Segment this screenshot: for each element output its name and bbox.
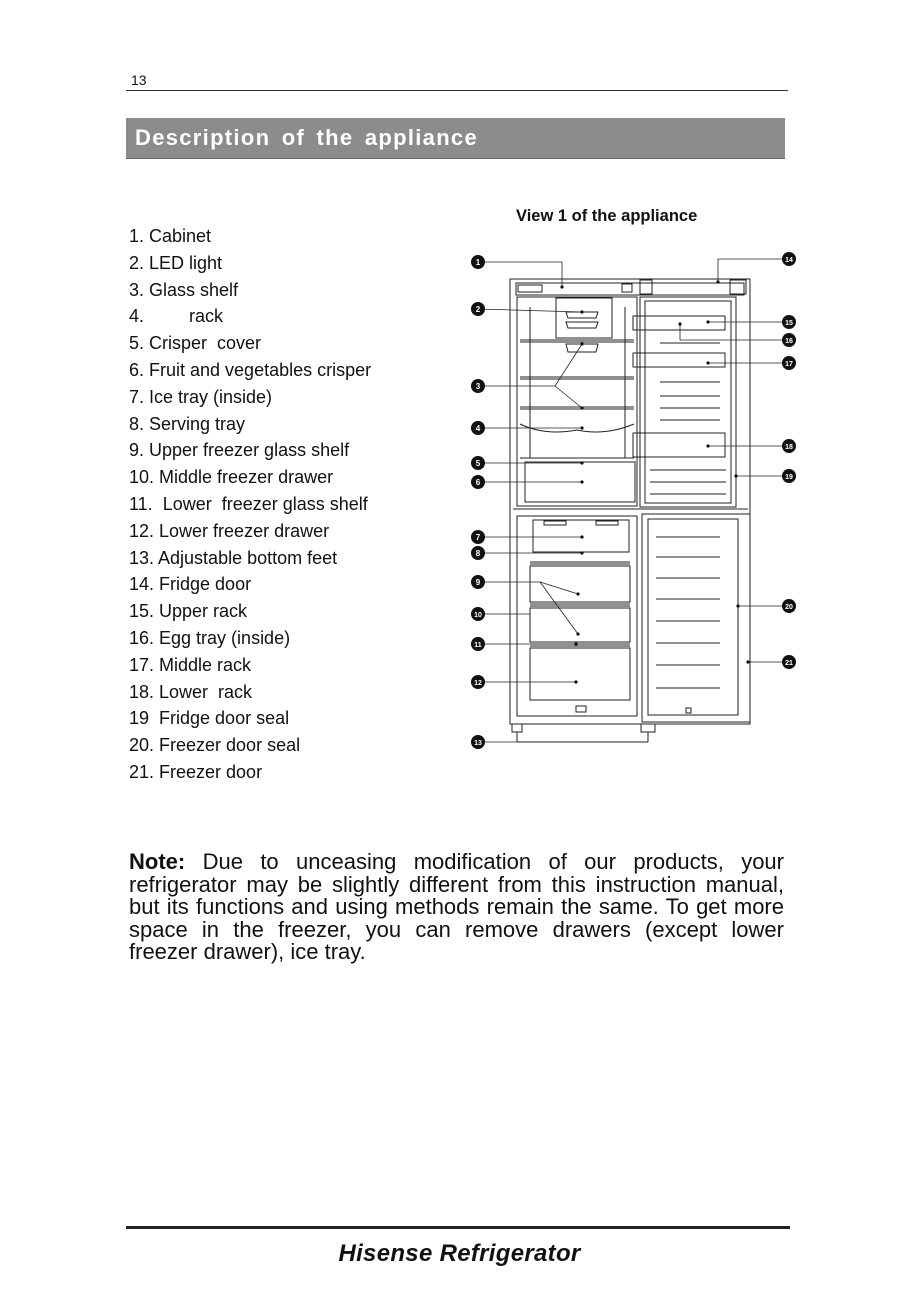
part-item: 5. Crisper cover [129,333,262,354]
callout-18 [782,439,796,453]
callout-11 [471,637,485,651]
foot-left [512,724,522,732]
svg-text:6: 6 [475,478,481,487]
hinge-top-2 [640,280,652,294]
part-item: 7. Ice tray (inside) [129,386,273,407]
part-item: 10. Middle freezer drawer [129,467,334,488]
svg-text:21: 21 [785,660,793,667]
lower-freezer-drawer [530,648,630,700]
callout-19 [782,469,796,483]
callout-7 [471,530,485,544]
section-title: Description of the appliance [135,125,479,150]
svg-text:14: 14 [785,257,793,264]
part-item: 13. Adjustable bottom feet [129,547,338,568]
svg-text:7: 7 [475,533,481,542]
svg-text:1: 1 [475,258,481,267]
callout-16 [782,333,796,347]
part-item: 14. Fridge door [129,574,252,595]
top-rule [126,90,788,91]
callout-8 [471,546,485,560]
svg-text:19: 19 [785,474,793,481]
part-item: 6. Fruit and vegetables crisper [129,359,372,380]
callout-9 [471,575,485,589]
parts-list [129,223,371,786]
svg-text:9: 9 [475,578,481,587]
callout-1 [471,255,485,269]
footer-brand: Hisense Refrigerator [338,1240,581,1267]
callout-15 [782,315,796,329]
svg-text:4: 4 [475,424,481,433]
callout-13 [471,735,485,749]
svg-text:15: 15 [785,320,793,327]
lower-rack [633,433,725,457]
callout-12 [471,675,485,689]
part-item: 12. Lower freezer drawer [129,520,330,541]
page-number: 13 [131,72,147,88]
part-item: 16. Egg tray (inside) [129,627,291,648]
callout-20 [782,599,796,613]
note-paragraph [129,851,784,964]
bottom-rule [126,1226,790,1229]
svg-text:10: 10 [474,612,482,619]
part-item: 2. LED light [129,252,223,273]
svg-text:17: 17 [785,361,793,368]
part-item: 8. Serving tray [129,413,246,434]
callout-3 [471,379,485,393]
note-label: Note: [129,849,186,874]
svg-text:2: 2 [475,305,481,314]
note-text: Due to unceasing modification of our products, your refrigerator may be slightly different from this instruction manual, but its functions and using methods remain the same. To get more space in the freezer, you can remove drawers (except lower freezer drawer), ice tray. [129,849,784,964]
door-seal [645,301,731,503]
part-item: 20. Freezer door seal [129,735,301,756]
svg-text:3: 3 [475,382,481,391]
foot-right [641,724,655,732]
part-item: 18. Lower rack [129,681,253,702]
view-title: View 1 of the appliance [516,207,698,225]
callout-14 [782,252,796,266]
fridge-top-panel [516,283,744,295]
part-item: 1. Cabinet [129,226,212,246]
part-item: 3. Glass shelf [129,279,239,300]
callout-5 [471,456,485,470]
display-panel [518,285,542,292]
middle-freezer-drawer [530,566,630,602]
svg-text:12: 12 [474,680,482,687]
callout-21 [782,655,796,669]
svg-text:11: 11 [474,642,482,649]
part-item: 17. Middle rack [129,654,252,675]
part-item: 21. Freezer door [129,761,263,782]
freezer-door-seal [648,519,738,715]
svg-text:13: 13 [474,740,482,747]
part-item: 11. Lower freezer glass shelf [129,493,368,514]
callout-17 [782,356,796,370]
freezer-interior [517,516,637,716]
section-banner [126,118,785,159]
part-item: 15. Upper rack [129,601,248,622]
callout-10 [471,607,485,621]
callout-4 [471,421,485,435]
part-item: 4. rack [129,306,224,327]
svg-text:18: 18 [785,444,793,451]
svg-text:8: 8 [475,549,481,558]
freezer-door [642,514,750,722]
callout-6 [471,475,485,489]
svg-text:20: 20 [785,604,793,611]
appliance-diagram [460,240,805,750]
svg-text:16: 16 [785,338,793,345]
part-item: 19 Fridge door seal [129,708,290,729]
part-item: 9. Upper freezer glass shelf [129,440,350,461]
svg-text:5: 5 [475,459,481,468]
middle-rack [633,353,725,367]
hinge-top [622,284,632,292]
callout-2 [471,302,485,316]
fridge-door [640,297,736,507]
